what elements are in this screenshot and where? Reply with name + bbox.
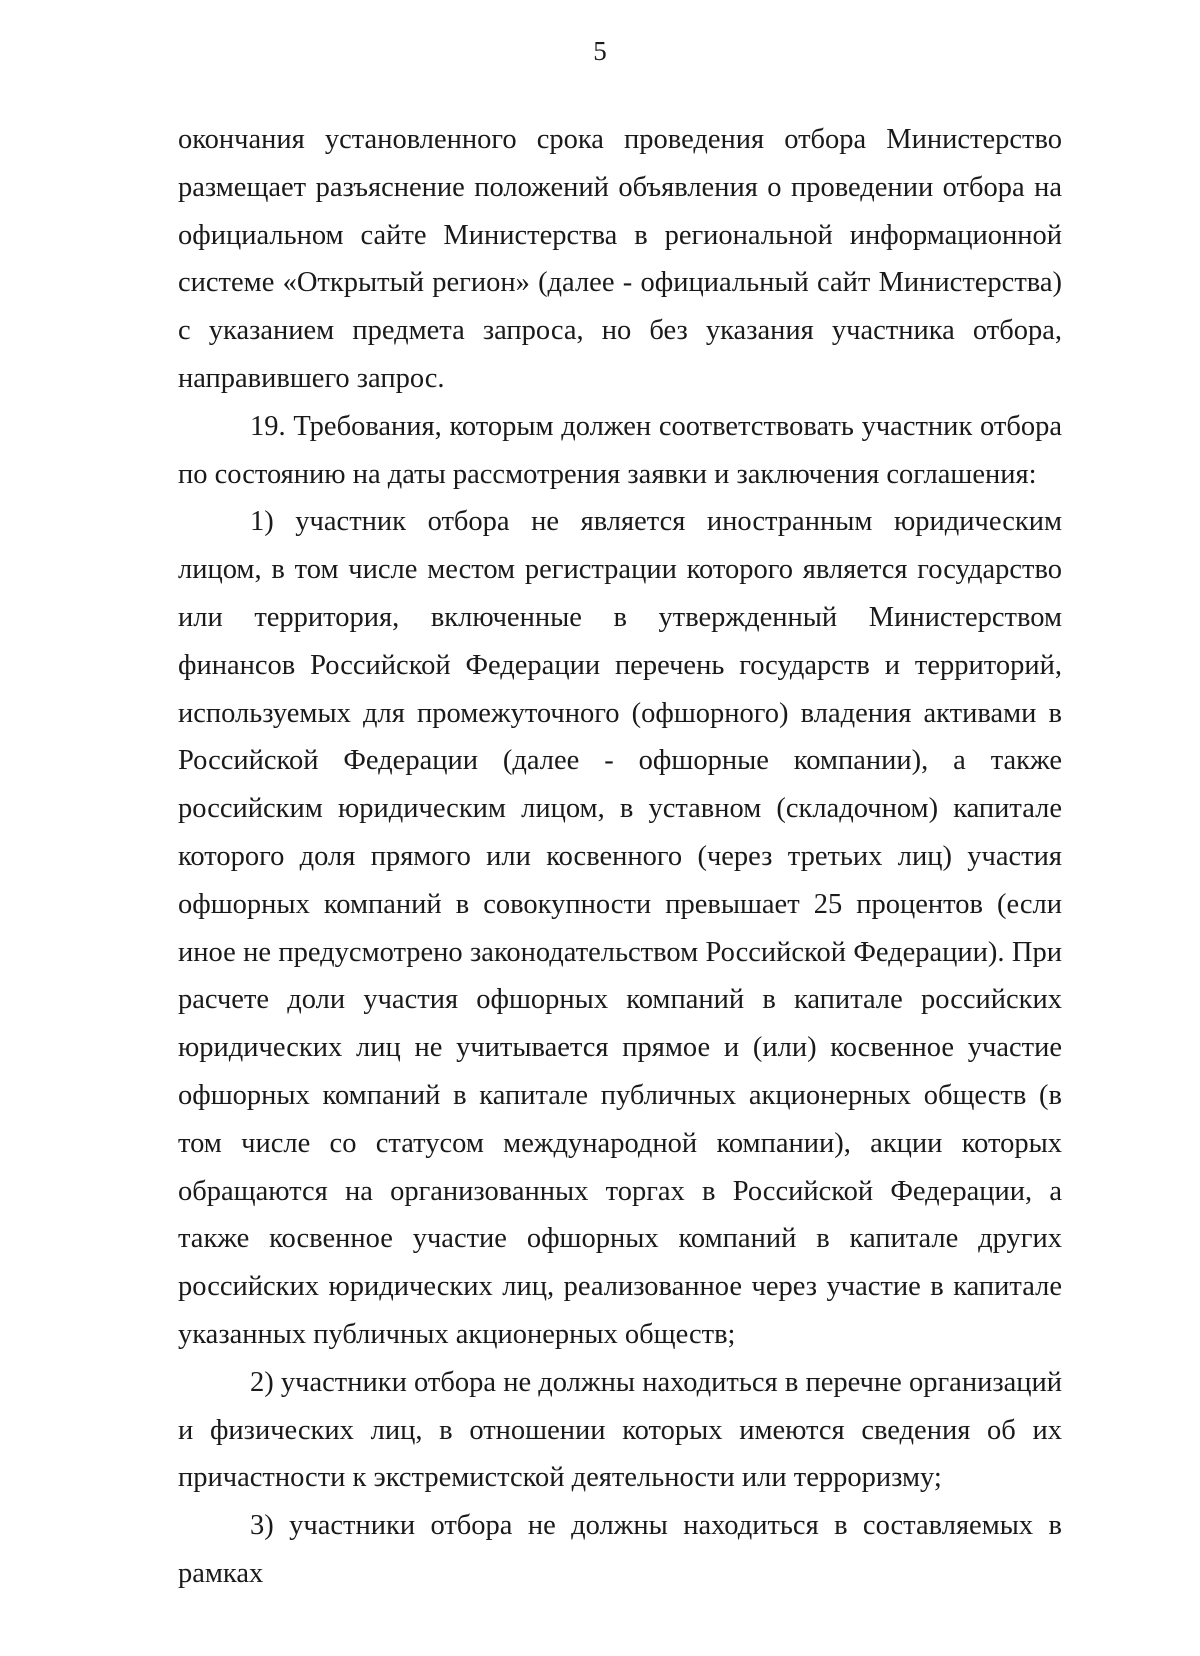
paragraph-item-19: 19. Требования, которым должен соответствовать участник отбора по состоянию на даты рассмотрения заявки и заключения соглашения: [178,410,1062,490]
document-body [178,116,1062,1598]
paragraph-continuation: окончания установленного срока проведения отбора Министерство размещает разъяснение положений объявления о проведении отбора на официальном сайте Министерства в региональной информационной системе «Открытый регион» (далее - официальный сайт Министерства) с указанием предмета запроса, но без указания участника отбора, направившего запрос. [178,124,1062,394]
page-number: 5 [593,36,607,66]
paragraph-subitem-1: 1) участник отбора не является иностранным юридическим лицом, в том числе местом регистрации которого является государство или территория, включенные в утвержденный Министерством финансов Российской Федерации перечень государств и территорий, используемых для промежуточного (офшорного) владения активами в Российской Федерации (далее - офшорные компании), а также российским юридическим лицом, в уставном (складочном) капитале которого доля прямого или косвенного (через третьих лиц) участия офшорных компаний в совокупности превышает 25 процентов (если иное не предусмотрено законодательством Российской Федерации). При расчете доли участия офшорных компаний в капитале российских юридических лиц не учитывается прямое и (или) косвенное участие офшорных компаний в капитале публичных акционерных обществ (в том числе со статусом международной компании), акции которых обращаются на организованных торгах в Российской Федерации, а также косвенное участие офшорных компаний в капитале других российских юридических лиц, реализованное через участие в капитале указанных публичных акционерных обществ; [178,506,1062,1350]
paragraph-subitem-2: 2) участники отбора не должны находиться в перечне организаций и физических лиц, в отношении которых имеются сведения об их причастности к экстремистской деятельности или терроризму; [178,1366,1062,1494]
paragraph-subitem-3: 3) участники отбора не должны находиться в составляемых в рамках [178,1510,1062,1589]
